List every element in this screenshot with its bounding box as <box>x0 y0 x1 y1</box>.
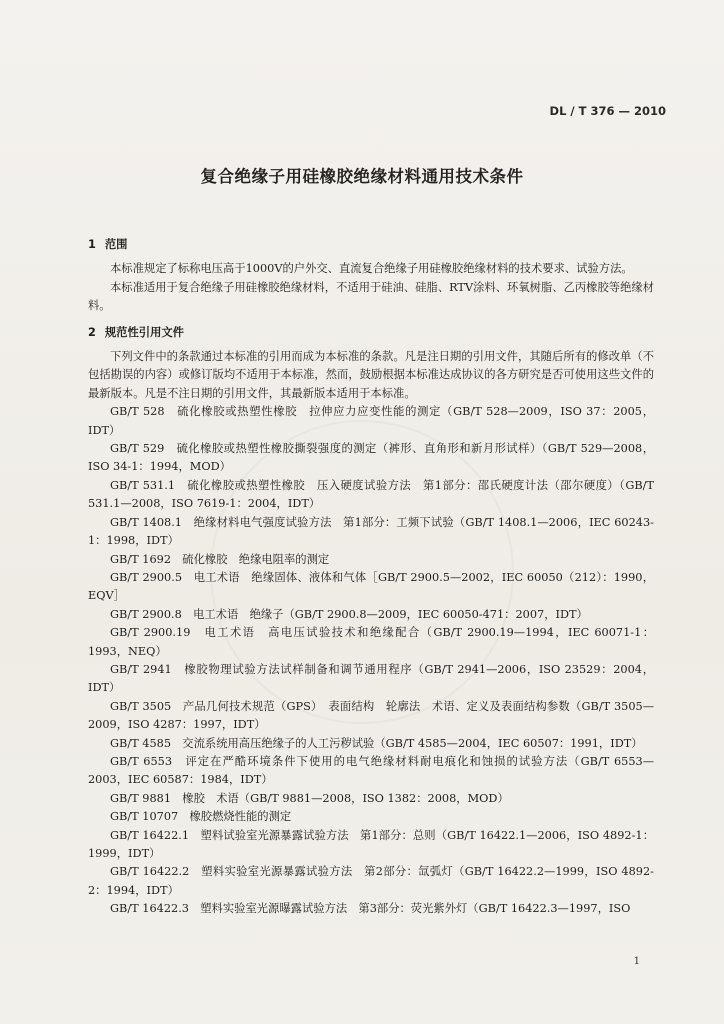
section-number: 1 <box>88 238 96 251</box>
reference-item: GB/T 4585 交流系统用高压绝缘子的人工污秽试验（GB/T 4585—2004，IEC 60507：1991，IDT） <box>110 736 643 750</box>
section-heading <box>88 324 654 342</box>
reference-item: GB/T 16422.1 塑料试验室光源暴露试验方法 第1部分：总则（GB/T 16422.1—2006，ISO 4892-1：1999，IDT） <box>88 828 654 860</box>
section-heading-text: 规范性引用文件 <box>104 325 184 339</box>
reference-item: GB/T 2900.19 电工术语 高电压试验技术和绝缘配合（GB/T 2900.19—1994，IEC 60071-1：1993，NEQ） <box>88 626 654 658</box>
paragraph: 本标准适用于复合绝缘子用硅橡胶绝缘材料，不适用于硅油、硅脂、RTV涂料、环氧树脂、乙丙橡胶等绝缘材料。 <box>88 280 654 313</box>
reference-item: GB/T 2900.5 电工术语 绝缘固体、液体和气体［GB/T 2900.5—2002，IEC 60050（212）：1990，EQV］ <box>88 570 654 603</box>
reference-item: GB/T 531.1 硫化橡胶或热塑性橡胶 压入硬度试验方法 第1部分：邵氏硬度计法（邵尔硬度）（GB/T 531.1—2008，ISO 7619-1：2004，IDT） <box>88 478 654 511</box>
reference-item: GB/T 529 硫化橡胶或热塑性橡胶撕裂强度的测定（裤形、直角形和新月形试样）（GB/T 529—2008，ISO 34-1：1994，MOD） <box>88 442 654 474</box>
paragraph: 下列文件中的条款通过本标准的引用而成为本标准的条款。凡是注日期的引用文件，其随后所有的修改单（不包括勘误的内容）或修订版均不适用于本标准，然而，鼓励根据本标准达成协议的各方研究是否可使用这些文件的最新版本。凡是不注日期的引用文件，其最新版本适用于本标准。 <box>88 350 654 400</box>
page-number: 1 <box>633 956 640 967</box>
reference-item: GB/T 1408.1 绝缘材料电气强度试验方法 第1部分：工频下试验（GB/T 1408.1—2006，IEC 60243-1：1998，IDT） <box>88 515 654 548</box>
reference-item: GB/T 6553 评定在严酷环境条件下使用的电气绝缘材料耐电痕化和蚀损的试验方法（GB/T 6553—2003，IEC 60587：1984，IDT） <box>88 754 654 787</box>
section-heading-text: 范围 <box>104 238 128 251</box>
reference-item: GB/T 528 硫化橡胶或热塑性橡胶 拉伸应力应变性能的测定（GB/T 528—2009，ISO 37：2005，IDT） <box>88 405 654 437</box>
reference-item: GB/T 2900.8 电工术语 绝缘子（GB/T 2900.8—2009，IEC 60050-471：2007，IDT） <box>110 607 588 621</box>
document-title: 复合绝缘子用硅橡胶绝缘材料通用技术条件 <box>200 167 524 186</box>
document-body <box>88 236 654 919</box>
standard-code: DL / T 376 — 2010 <box>549 104 666 118</box>
reference-item: GB/T 3505 产品几何技术规范（GPS） 表面结构 轮廓法 术语、定义及表面结构参数（GB/T 3505—2009，ISO 4287：1997，IDT） <box>88 699 654 732</box>
section-number: 2 <box>88 325 96 339</box>
reference-item: GB/T 16422.2 塑料实验室光源暴露试验方法 第2部分：氙弧灯（GB/T 16422.2—1999，ISO 4892-2：1994，IDT） <box>88 865 654 897</box>
section-heading <box>88 236 654 254</box>
reference-item: GB/T 16422.3 塑料实验室光源曝露试验方法 第3部分：荧光紫外灯（GB/T 16422.3—1997，ISO <box>110 902 631 916</box>
reference-item: GB/T 10707 橡胶燃烧性能的测定 <box>110 810 292 824</box>
reference-item: GB/T 9881 橡胶 术语（GB/T 9881—2008，ISO 1382：2008，MOD） <box>110 791 509 805</box>
section-scope <box>88 236 654 316</box>
reference-item: GB/T 1692 硫化橡胶 绝缘电阻率的测定 <box>110 552 330 566</box>
paragraph: 本标准规定了标称电压高于1000V的户外交、直流复合绝缘子用硅橡胶绝缘材料的技术要求、试验方法。 <box>110 262 633 276</box>
reference-item: GB/T 2941 橡胶物理试验方法试样制备和调节通用程序（GB/T 2941—2006，ISO 23529：2004，IDT） <box>88 662 654 695</box>
section-normative-references <box>88 324 654 919</box>
